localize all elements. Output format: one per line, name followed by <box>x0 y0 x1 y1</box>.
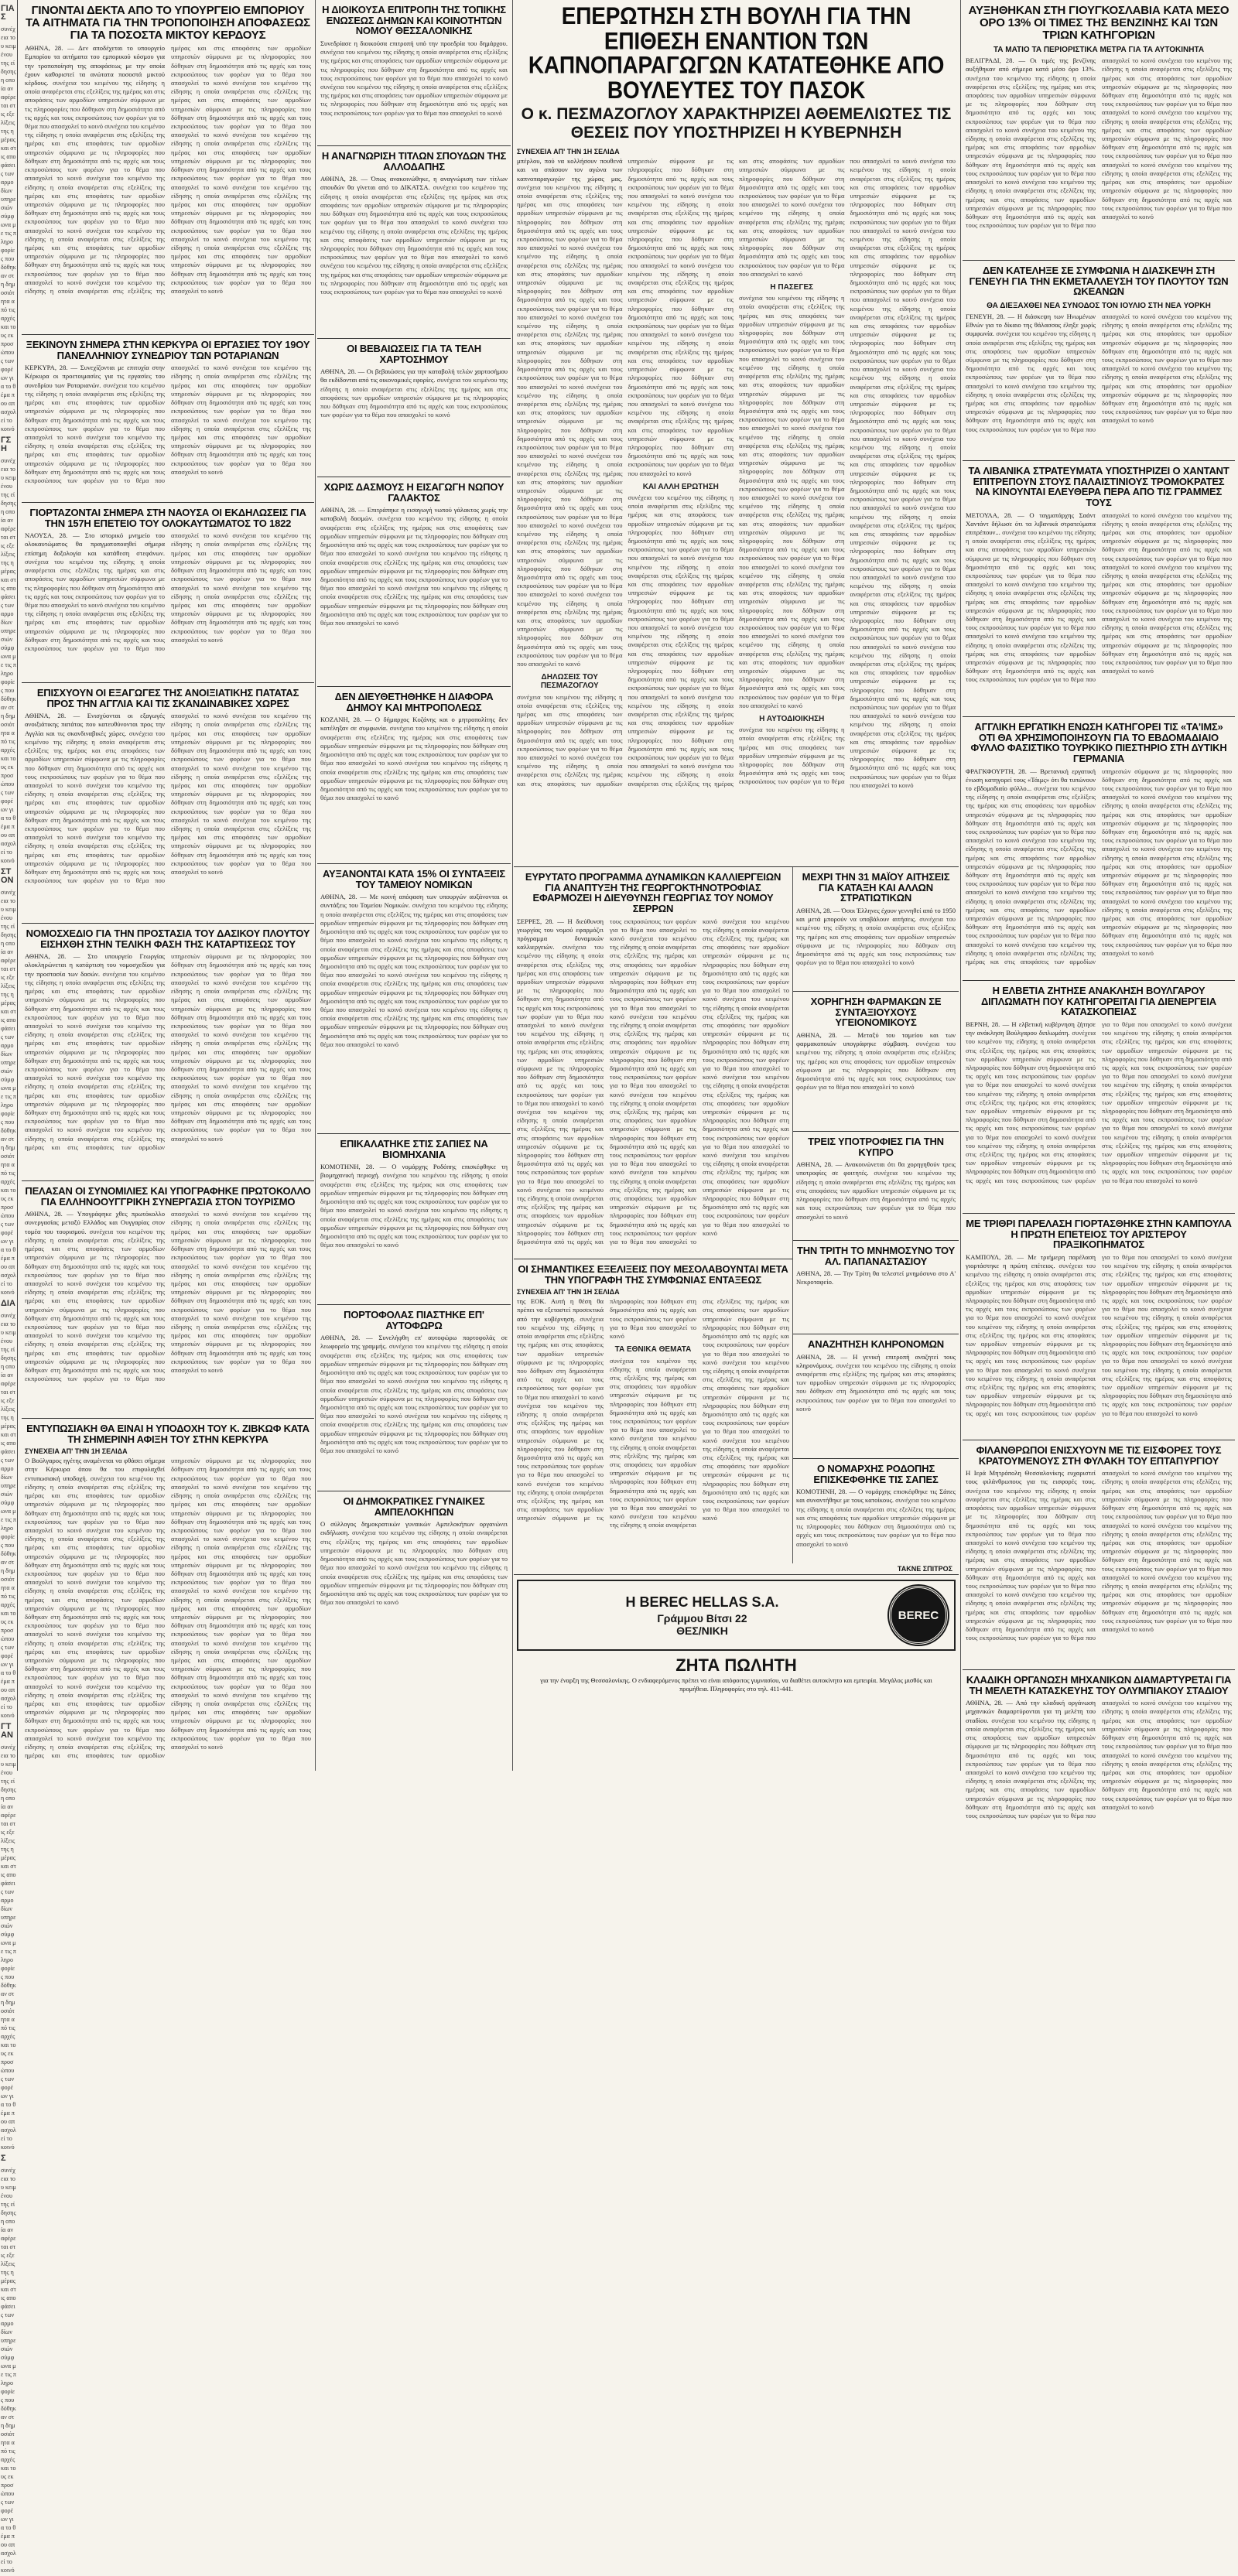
ad-details: για την έναρξη της Θεσσαλονίκης. Ο ενδιαφερόμενος πρέπει να είναι απόφοιτος γυμνασίου, να διαθέτει αυτοκίνητο και εμπειρία. Μεγάλος μισθός και προμήθεια. Πληροφορίες στο τηλ. 411-441. <box>540 1677 932 1693</box>
article-degree-recognition <box>317 146 511 339</box>
article-kabul-parade <box>963 1214 1235 1440</box>
article-body: ΑΘΗΝΑ, 28. — Όσοι Έλληνες έχουν γεννηθεί από το 1950 και μετά μπορούν να υποβάλουν αιτήσεις. συνέχεια του κειμένου της είδησης η οποία αναφέρεται στις εξελίξεις της ημέρας και στις αποφάσεις των αρμοδίων υπηρεσιών σύμφωνα με τις πληροφορίες που δόθηκαν στη δημοσιότητα από τις αρχές και τους εκπροσώπους των φορέων για το θέμα που απασχολεί το κοινό <box>796 906 956 967</box>
section-heading: Η ΠΑΣΕΓΕΣ <box>770 283 814 292</box>
article-forest-bill <box>22 924 314 1181</box>
article-headline: Η ΕΛΒΕΤΙΑ ΖΗΤΗΣΕ ΑΝΑΚΛΗΣΗ ΒΟΥΛΓΑΡΟΥ ΔΙΠΛΩΜΑΤΗ ΠΟΥ ΚΑΤΗΓΟΡΕΙΤΑΙ ΓΙΑ ΔΙΕΝΕΡΓΕΙΑ ΚΑΤΑΣΚΟΠΕΙΑΣ <box>980 985 1217 1018</box>
article-headline: ΜΕ ΤΡΙΘΡΙ ΠΑΡΕΛΑΣΗ ΓΙΟΡΤΑΣΘΗΚΕ ΣΤΗΝ ΚΑΜΠΟΥΛΑ Η ΠΡΩΤΗ ΕΠΕΤΕΙΟΣ ΤΟΥ ΑΡΙΣΤΕΡΟΥ ΠΡΑΞΙΚΟΠΗΜΑΤΟΣ <box>966 1218 1232 1251</box>
article-body: ΒΕΛΙΓΡΑΔΙ, 28. — Οι τιμές της βενζίνης αυξήθηκαν από σήμερα κατά μέσο όρο 13%. συνέχεια του κειμένου της είδησης η οποία αναφέρεται στις εξελίξεις της ημέρας και στις αποφάσεις των αρμοδίων υπηρεσιών σύμφωνα με τις πληροφορίες που δόθηκαν στη δημοσιότητα από τις αρχές και τους εκπροσώπους των φορέων για το θέμα που απασχολεί το κοινό συνέχεια του κειμένου της είδησης η οποία αναφέρεται στις εξελίξεις της ημέρας και στις αποφάσεις των αρμοδίων υπηρεσιών σύμφωνα με τις πληροφορίες που δόθηκαν στη δημοσιότητα από τις αρχές και τους εκπροσώπους των φορέων για το θέμα που απασχολεί το κοινό συνέχεια του κειμένου της είδησης η οποία αναφέρεται στις εξελίξεις της ημέρας και στις αποφάσεις των αρμοδίων υπηρεσιών σύμφωνα με τις πληροφορίες που δόθηκαν στη δημοσιότητα από τις αρχές και τους εκπροσώπους των φορέων για το θέμα που απασχολεί το κοινό συνέχεια του κειμένου της είδησης η οποία αναφέρεται στις εξελίξεις της ημέρας και στις αποφάσεις των αρμοδίων υπηρεσιών σύμφωνα με τις πληροφορίες που δόθηκαν στη δημοσιότητα από τις αρχές και τους εκπροσώπους των φορέων για το θέμα που απασχολεί το κοινό συνέχεια του κειμένου της είδησης η οποία αναφέρεται στις εξελίξεις της ημέρας και στις αποφάσεις των αρμοδίων υπηρεσιών σύμφωνα με τις πληροφορίες που δόθηκαν στη δημοσιότητα από τις αρχές και τους εκπροσώπους των φορέων για το θέμα που απασχολεί το κοινό συνέχεια του κειμένου της είδησης η οποία αναφέρεται στις εξελίξεις της ημέρας και στις αποφάσεις των αρμοδίων υπηρεσιών σύμφωνα με τις πληροφορίες που δόθηκαν στη δημοσιότητα από τις αρχές και τους εκπροσώπους των φορέων για το θέμα που απασχολεί το κοινό <box>966 56 1232 230</box>
article-body: ΚΟΖΑΝΗ, 28. — Ο δήμαρχος Κοζάνης και ο μητροπολίτης δεν κατέληξαν σε συμφωνία. συνέχεια του κειμένου της είδησης η οποία αναφέρεται στις εξελίξεις της ημέρας και στις αποφάσεις των αρμοδίων υπηρεσιών σύμφωνα με τις πληροφορίες που δόθηκαν στη δημοσιότητα από τις αρχές και τους εκπροσώπους των φορέων για το θέμα που απασχολεί το κοινό συνέχεια του κειμένου της είδησης η οποία αναφέρεται στις εξελίξεις της ημέρας και στις αποφάσεις των αρμοδίων υπηρεσιών σύμφωνα με τις πληροφορίες που δόθηκαν στη δημοσιότητα από τις αρχές και τους εκπροσώπους των φορέων για το θέμα που απασχολεί το κοινό <box>320 716 508 802</box>
article-headline: ΑΓΓΛΙΚΗ ΕΡΓΑΤΙΚΗ ΕΝΩΣΗ ΚΑΤΗΓΟΡΕΙ ΤΙΣ «ΤΑ'ΙΜΣ» ΟΤΙ ΘΑ ΧΡΗΣΙΜΟΠΟΙΗΣΟΥΝ ΓΙΑ ΤΟ ΕΒΔΟΜΑΔΙΑΙΟ ΦΥΛΛΟ ΦΑΣΙΣΤΙΚΟ ΤΟΥΡΚΙΚΟ ΠΙΕΣΤΗΡΙΟ ΣΤΗ ΔΥΤΙΚΗ ΓΕΡΜΑΝΙΑ <box>970 721 1227 764</box>
article-yugoslavia-fuel <box>963 0 1235 261</box>
berec-logo: BEREC <box>889 1586 948 1645</box>
article-body: Συνεδρίασε η διοικούσα επιτροπή υπό την προεδρία του δημάρχου. συνέχεια του κειμένου της είδησης η οποία αναφέρεται στις εξελίξεις της ημέρας και στις αποφάσεις των αρμοδίων υπηρεσιών σύμφωνα με τις πληροφορίες που δόθηκαν στη δημοσιότητα από τις αρχές και τους εκπροσώπους των φορέων για το θέμα που απασχολεί το κοινό συνέχεια του κειμένου της είδησης η οποία αναφέρεται στις εξελίξεις της ημέρας και στις αποφάσεις των αρμοδίων υπηρεσιών σύμφωνα με τις πληροφορίες που δόθηκαν στη δημοσιότητα από τις αρχές και τους εκπροσώπους των φορέων για το θέμα που απασχολεί το κοινό <box>320 39 508 117</box>
article-headline: ΞΕΚΙΝΟΥΝ ΣΗΜΕΡΑ ΣΤΗΝ ΚΕΡΚΥΡΑ ΟΙ ΕΡΓΑΣΙΕΣ ΤΟΥ 19ΟΥ ΠΑΝΕΛΛΗΝΙΟΥ ΣΥΝΕΔΡΙΟΥ ΤΩΝ ΡΟΤΑΡΙΑΝΩΝ <box>26 339 310 361</box>
edge-fragment: Σ <box>1 2154 6 2163</box>
article-lebanon-haddad <box>963 461 1235 717</box>
article-headline: ΧΟΡΗΓΗΣΗ ΦΑΡΜΑΚΩΝ ΣΕ ΣΥΝΤΑΞΙΟΥΧΟΥΣ ΥΓΕΙΟΝΟΜΙΚΟΥΣ <box>810 996 942 1029</box>
column-1 <box>22 0 314 1806</box>
article-serres-agriculture <box>514 867 792 1259</box>
article-body: ΑΘΗΝΑ, 28. — Στο υπουργείο Γεωργίας ολοκληρώνεται η κατάρτιση του νομοσχεδίου για την προστασία των δασών. συνέχεια του κειμένου της είδησης η οποία αναφέρεται στις εξελίξεις της ημέρας και στις αποφάσεις των αρμοδίων υπηρεσιών σύμφωνα με τις πληροφορίες που δόθηκαν στη δημοσιότητα από τις αρχές και τους εκπροσώπους των φορέων για το θέμα που απασχολεί το κοινό συνέχεια του κειμένου της είδησης η οποία αναφέρεται στις εξελίξεις της ημέρας και στις αποφάσεις των αρμοδίων υπηρεσιών σύμφωνα με τις πληροφορίες που δόθηκαν στη δημοσιότητα από τις αρχές και τους εκπροσώπους των φορέων για το θέμα που απασχολεί το κοινό συνέχεια του κειμένου της είδησης η οποία αναφέρεται στις εξελίξεις της ημέρας και στις αποφάσεις των αρμοδίων υπηρεσιών σύμφωνα με τις πληροφορίες που δόθηκαν στη δημοσιότητα από τις αρχές και τους εκπροσώπους των φορέων για το θέμα που απασχολεί το κοινό συνέχεια του κειμένου της είδησης η οποία αναφέρεται στις εξελίξεις της ημέρας και στις αποφάσεις των αρμοδίων υπηρεσιών σύμφωνα με τις πληροφορίες που δόθηκαν στη δημοσιότητα από τις αρχές και τους εκπροσώπους των φορέων για το θέμα που απασχολεί το κοινό συνέχεια του κειμένου της είδησης η οποία αναφέρεται στις εξελίξεις της ημέρας και στις αποφάσεις των αρμοδίων υπηρεσιών σύμφωνα με τις πληροφορίες που δόθηκαν στη δημοσιότητα από τις αρχές και τους εκπροσώπους των φορέων για το θέμα που απασχολεί το κοινό συνέχεια του κειμένου της είδησης η οποία αναφέρεται στις εξελίξεις της ημέρας και στις αποφάσεις των αρμοδίων υπηρεσιών σύμφωνα με τις πληροφορίες που δόθηκαν στη δημοσιότητα από τις αρχές και τους εκπροσώπους των φορέων για το θέμα που απασχολεί το κοινό συνέχεια του κειμένου της είδησης η οποία αναφέρεται στις εξελίξεις της ημέρας και στις αποφάσεις των αρμοδίων υπηρεσιών σύμφωνα με τις πληροφορίες που δόθηκαν στη δημοσιότητα από τις αρχές και τους εκπροσώπους των φορέων για το θέμα που απασχολεί το κοινό <box>25 952 311 1151</box>
middle-left-stories <box>514 867 793 1563</box>
edge-fragment: ΓΤΑΝ <box>1 1722 13 1740</box>
article-headline: ΕΠΙΣΧΥΟΥΝ ΟΙ ΕΞΑΓΩΓΕΣ ΤΗΣ ΑΝΟΙΞΙΑΤΙΚΗΣ ΠΑΤΑΤΑΣ ΠΡΟΣ ΤΗΝ ΑΓΓΛΙΑ ΚΑΙ ΤΙΣ ΣΚΑΝΔΙΝΑΒΙΚΕΣ ΧΩΡΕΣ <box>36 687 299 709</box>
article-eec-accession <box>514 1259 792 1569</box>
article-body: ΑΘΗΝΑ, 28. — Οι βεβαιώσεις για την καταβολή τελών χαρτοσήμου θα εκδίδονται από τις οικονομικές εφορίες. συνέχεια του κειμένου της είδησης η οποία αναφέρεται στις εξελίξεις της ημέρας και στις αποφάσεις των αρμοδίων υπηρεσιών σύμφωνα με τις πληροφορίες που δόθηκαν στη δημοσιότητα από τις αρχές και τους εκπροσώπους των φορέων για το θέμα που απασχολεί το κοινό <box>320 367 508 419</box>
article-times-printing <box>963 717 1235 981</box>
lead-article-tobacco <box>514 0 959 867</box>
edge-text: ΓΙΑΣ συνέχεια του κειμένου της είδησης η οποία αναφέρεται στις εξελίξεις της ημέρας και στις αποφάσεις των αρμοδίων υπηρεσιών σύμφωνα με τις πληροφορίες που δόθηκαν στη δημοσιότητα από τις αρχές και τους εκπροσώπους των φορέων για το θέμα που απασχολεί το κοινό ΓΣΗ συνέχεια του κειμένου της είδησης η οποία αναφέρεται στις εξελίξεις της ημέρας και στις αποφάσεις των αρμοδίων υπηρεσιών σύμφωνα με τις πληροφορίες που δόθηκαν στη δημοσιότητα από τις αρχές και τους εκπροσώπους των φορέων για το θέμα που απασχολεί το κοινό ΣΤΟΝ συνέχεια του κειμένου της είδησης η οποία αναφέρεται στις εξελίξεις της ημέρας και στις αποφάσεις των αρμοδίων υπηρεσιών σύμφωνα με τις πληροφορίες που δόθηκαν στη δημοσιότητα από τις αρχές και τους εκπροσώπους των φορέων για το θέμα που απασχολεί το κοινό ΔΙΑ συνέχεια του κειμένου της είδησης η οποία αναφέρεται στις εξελίξεις της ημέρας και στις αποφάσεις των αρμοδίων υπηρεσιών σύμφωνα με τις πληροφορίες που δόθηκαν στη δημοσιότητα από τις αρχές και τους εκπροσώπους των φορέων για το θέμα που απασχολεί το κοινό ΓΤΑΝ συνέχεια του κειμένου της είδησης η οποία αναφέρεται στις εξελίξεις της ημέρας και στις αποφάσεις των αρμοδίων υπηρεσιών σύμφωνα με τις πληροφορίες που δόθηκαν στη δημοσιότητα από τις αρχές και τους εκπροσώπους των φορέων για το θέμα που απασχολεί το κοινό Σ συνέχεια του κειμένου της είδησης η οποία αναφέρεται στις εξελίξεις της ημέρας και στις αποφάσεις των αρμοδίων υπηρεσιών σύμφωνα με τις πληροφορίες που δόθηκαν στη δημοσιότητα από τις αρχές και τους εκπροσώπους των φορέων για το θέμα που απασχολεί το κοινό <box>1 4 16 2574</box>
column-rule <box>960 0 961 1771</box>
article-subheadline: ΘΑ ΔΙΕΞΑΧΘΕΙ ΝΕΑ ΣΥΝΟΔΟΣ ΤΟΝ ΙΟΥΛΙΟ ΣΤΗ ΝΕΑ ΥΟΡΚΗ <box>987 301 1211 310</box>
article-pickpocket <box>317 1305 511 1491</box>
article-zhivkov-visit <box>22 1419 314 1806</box>
edge-fragment: ΔΙΑ <box>1 1299 15 1308</box>
middle-right-stories <box>793 867 959 1563</box>
edge-fragment: ΓΙΑΣ <box>1 4 15 22</box>
article-headline: Η ΔΙΟΙΚΟΥΣΑ ΕΠΙΤΡΟΠΗ ΤΗΣ ΤΟΠΙΚΗΣ ΕΝΩΣΕΩΣ ΔΗΜΩΝ ΚΑΙ ΚΟΙΝΟΤΗΤΩΝ ΝΟΜΟΥ ΘΕΣΣΑΛΟΝΙΚΗΣ <box>322 4 506 37</box>
article-olympic-stadium <box>963 1670 1235 1833</box>
edge-fragment: ΣΤΟΝ <box>1 867 14 885</box>
article-headline: ΚΛΑΔΙΚΗ ΟΡΓΑΝΩΣΗ ΜΗΧΑΝΙΚΩΝ ΔΙΑΜΑΡΤΥΡΕΤΑΙ ΓΙΑ ΤΗ ΜΕΛΕΤΗ ΚΑΤΑΣΚΕΥΗΣ ΤΟΥ ΟΛΥΜΠΙΑΚΟΥ ΣΤΑΔΙΟΥ <box>966 1674 1232 1696</box>
article-body: ΑΘΗΝΑ, 28. — Ενισχύονται οι εξαγωγές ανοιξιάτικης πατάτας που κατευθύνονται προς την Αγγλία και τις σκανδιναβικές χώρες. συνέχεια του κειμένου της είδησης η οποία αναφέρεται στις εξελίξεις της ημέρας και στις αποφάσεις των αρμοδίων υπηρεσιών σύμφωνα με τις πληροφορίες που δόθηκαν στη δημοσιότητα από τις αρχές και τους εκπροσώπους των φορέων για το θέμα που απασχολεί το κοινό συνέχεια του κειμένου της είδησης η οποία αναφέρεται στις εξελίξεις της ημέρας και στις αποφάσεις των αρμοδίων υπηρεσιών σύμφωνα με τις πληροφορίες που δόθηκαν στη δημοσιότητα από τις αρχές και τους εκπροσώπους των φορέων για το θέμα που απασχολεί το κοινό συνέχεια του κειμένου της είδησης η οποία αναφέρεται στις εξελίξεις της ημέρας και στις αποφάσεις των αρμοδίων υπηρεσιών σύμφωνα με τις πληροφορίες που δόθηκαν στη δημοσιότητα από τις αρχές και τους εκπροσώπους των φορέων για το θέμα που απασχολεί το κοινό συνέχεια του κειμένου της είδησης η οποία αναφέρεται στις εξελίξεις της ημέρας και στις αποφάσεις των αρμοδίων υπηρεσιών σύμφωνα με τις πληροφορίες που δόθηκαν στη δημοσιότητα από τις αρχές και τους εκπροσώπους των φορέων για το θέμα που απασχολεί το κοινό συνέχεια του κειμένου της είδησης η οποία αναφέρεται στις εξελίξεις της ημέρας και στις αποφάσεις των αρμοδίων υπηρεσιών σύμφωνα με τις πληροφορίες που δόθηκαν στη δημοσιότητα από τις αρχές και τους εκπροσώπους των φορέων για το θέμα που απασχολεί το κοινό συνέχεια του κειμένου της είδησης η οποία αναφέρεται στις εξελίξεις της ημέρας και στις αποφάσεις των αρμοδίων υπηρεσιών σύμφωνα με τις πληροφορίες που δόθηκαν στη δημοσιότητα από τις αρχές και τους εκπροσώπους των φορέων για το θέμα που απασχολεί το κοινό <box>25 712 311 885</box>
article-body: ΚΕΡΚΥΡΑ, 28. — Συνεχίζονται με επιτυχία στην Κέρκυρα οι προετοιμασίες για τις εργασίες του συνεδρίου των Ροταριανών. συνέχεια του κειμένου της είδησης η οποία αναφέρεται στις εξελίξεις της ημέρας και στις αποφάσεις των αρμοδίων υπηρεσιών σύμφωνα με τις πληροφορίες που δόθηκαν στη δημοσιότητα από τις αρχές και τους εκπροσώπους των φορέων για το θέμα που απασχολεί το κοινό συνέχεια του κειμένου της είδησης η οποία αναφέρεται στις εξελίξεις της ημέρας και στις αποφάσεις των αρμοδίων υπηρεσιών σύμφωνα με τις πληροφορίες που δόθηκαν στη δημοσιότητα από τις αρχές και τους εκπροσώπους των φορέων για το θέμα που απασχολεί το κοινό συνέχεια του κειμένου της είδησης η οποία αναφέρεται στις εξελίξεις της ημέρας και στις αποφάσεις των αρμοδίων υπηρεσιών σύμφωνα με τις πληροφορίες που δόθηκαν στη δημοσιότητα από τις αρχές και τους εκπροσώπους των φορέων για το θέμα που απασχολεί το κοινό συνέχεια του κειμένου της είδησης η οποία αναφέρεται στις εξελίξεις της ημέρας και στις αποφάσεις των αρμοδίων υπηρεσιών σύμφωνα με τις πληροφορίες που δόθηκαν στη δημοσιότητα από τις αρχές και τους εκπροσώπους των φορέων για το θέμα που απασχολεί το κοινό <box>25 364 311 484</box>
ad-company-name: Η BEREC HELLAS S.A. <box>625 1594 779 1610</box>
article-headline: ΑΥΞΑΝΟΝΤΑΙ ΚΑΤΑ 15% ΟΙ ΣΥΝΤΑΞΕΙΣ ΤΟΥ ΤΑΜΕΙΟΥ ΝΟΜΙΚΩΝ <box>322 868 506 890</box>
continuation-label: ΣΥΝΕΧΕΙΑ ΑΠ' ΤΗΝ 1Η ΣΕΛΙΔΑ <box>25 1447 128 1456</box>
article-headline: Ο ΝΟΜΑΡΧΗΣ ΡΟΔΟΠΗΣ ΕΠΙΣΚΕΦΘΗΚΕ ΤΙΣ ΣΑΠΕΣ <box>813 1463 939 1485</box>
article-body: ΦΡΑΓΚΦΟΥΡΤΗ, 28. — Βρετανική εργατική ένωση κατηγορεί τους «Τάιμς» ότι θα τυπώνουν το εβδομαδιαίο φύλλο... συνέχεια του κειμένου της είδησης η οποία αναφέρεται στις εξελίξεις της ημέρας και στις αποφάσεις των αρμοδίων υπηρεσιών σύμφωνα με τις πληροφορίες που δόθηκαν στη δημοσιότητα από τις αρχές και τους εκπροσώπους των φορέων για το θέμα που απασχολεί το κοινό συνέχεια του κειμένου της είδησης η οποία αναφέρεται στις εξελίξεις της ημέρας και στις αποφάσεις των αρμοδίων υπηρεσιών σύμφωνα με τις πληροφορίες που δόθηκαν στη δημοσιότητα από τις αρχές και τους εκπροσώπους των φορέων για το θέμα που απασχολεί το κοινό συνέχεια του κειμένου της είδησης η οποία αναφέρεται στις εξελίξεις της ημέρας και στις αποφάσεις των αρμοδίων υπηρεσιών σύμφωνα με τις πληροφορίες που δόθηκαν στη δημοσιότητα από τις αρχές και τους εκπροσώπους των φορέων για το θέμα που απασχολεί το κοινό συνέχεια του κειμένου της είδησης η οποία αναφέρεται στις εξελίξεις της ημέρας και στις αποφάσεις των αρμοδίων υπηρεσιών σύμφωνα με τις πληροφορίες που δόθηκαν στη δημοσιότητα από τις αρχές και τους εκπροσώπους των φορέων για το θέμα που απασχολεί το κοινό συνέχεια του κειμένου της είδησης η οποία αναφέρεται στις εξελίξεις της ημέρας και στις αποφάσεις των αρμοδίων υπηρεσιών σύμφωνα με τις πληροφορίες που δόθηκαν στη δημοσιότητα από τις αρχές και τους εκπροσώπους των φορέων για το θέμα που απασχολεί το κοινό συνέχεια του κειμένου της είδησης η οποία αναφέρεται στις εξελίξεις της ημέρας και στις αποφάσεις των αρμοδίων υπηρεσιών σύμφωνα με τις πληροφορίες που δόθηκαν στη δημοσιότητα από τις αρχές και τους εκπροσώπους των φορέων για το θέμα που απασχολεί το κοινό συνέχεια του κειμένου της είδησης η οποία αναφέρεται στις εξελίξεις της ημέρας και στις αποφάσεις των αρμοδίων υπηρεσιών σύμφωνα με τις πληροφορίες που δόθηκαν στη δημοσιότητα από τις αρχές και τους εκπροσώπους των φορέων για το θέμα που απασχολεί το κοινό <box>966 767 1232 966</box>
ad-address: Γράμμου Βίτσι 22 <box>657 1611 747 1625</box>
article-headline: ΓΙΝΟΝΤΑΙ ΔΕΚΤΑ ΑΠΟ ΤΟ ΥΠΟΥΡΓΕΙΟ ΕΜΠΟΡΙΟΥ ΤΑ ΑΙΤΗΜΑΤΑ ΓΙΑ ΤΗΝ ΤΡΟΠΟΠΟΙΗΣΗ ΑΠΟΦΑΣΕΩΣ ΓΙΑ ΤΑ ΠΟΣΟΣΤΑ ΜΙΚΤΟΥ ΚΕΡΔΟΥΣ <box>26 4 310 42</box>
article-body: Ο Βούλγαρος ηγέτης αναμένεται να φθάσει σήμερα στην Κέρκυρα όπου θα του επιφυλαχθεί εντυπωσιακή υποδοχή. συνέχεια του κειμένου της είδησης η οποία αναφέρεται στις εξελίξεις της ημέρας και στις αποφάσεις των αρμοδίων υπηρεσιών σύμφωνα με τις πληροφορίες που δόθηκαν στη δημοσιότητα από τις αρχές και τους εκπροσώπους των φορέων για το θέμα που απασχολεί το κοινό συνέχεια του κειμένου της είδησης η οποία αναφέρεται στις εξελίξεις της ημέρας και στις αποφάσεις των αρμοδίων υπηρεσιών σύμφωνα με τις πληροφορίες που δόθηκαν στη δημοσιότητα από τις αρχές και τους εκπροσώπους των φορέων για το θέμα που απασχολεί το κοινό συνέχεια του κειμένου της είδησης η οποία αναφέρεται στις εξελίξεις της ημέρας και στις αποφάσεις των αρμοδίων υπηρεσιών σύμφωνα με τις πληροφορίες που δόθηκαν στη δημοσιότητα από τις αρχές και τους εκπροσώπους των φορέων για το θέμα που απασχολεί το κοινό συνέχεια του κειμένου της είδησης η οποία αναφέρεται στις εξελίξεις της ημέρας και στις αποφάσεις των αρμοδίων υπηρεσιών σύμφωνα με τις πληροφορίες που δόθηκαν στη δημοσιότητα από τις αρχές και τους εκπροσώπους των φορέων για το θέμα που απασχολεί το κοινό συνέχεια του κειμένου της είδησης η οποία αναφέρεται στις εξελίξεις της ημέρας και στις αποφάσεις των αρμοδίων υπηρεσιών σύμφωνα με τις πληροφορίες που δόθηκαν στη δημοσιότητα από τις αρχές και τους εκπροσώπους των φορέων για το θέμα που απασχολεί το κοινό συνέχεια του κειμένου της είδησης η οποία αναφέρεται στις εξελίξεις της ημέρας και στις αποφάσεις των αρμοδίων υπηρεσιών σύμφωνα με τις πληροφορίες που δόθηκαν στη δημοσιότητα από τις αρχές και τους εκπροσώπους των φορέων για το θέμα που απασχολεί το κοινό συνέχεια του κειμένου της είδησης η οποία αναφέρεται στις εξελίξεις της ημέρας και στις αποφάσεις των αρμοδίων υπηρεσιών σύμφωνα με τις πληροφορίες που δόθηκαν στη δημοσιότητα από τις αρχές και τους εκπροσώπους των φορέων για το θέμα που απασχολεί το κοινό συνέχεια του κειμένου της είδησης η οποία αναφέρεται στις εξελίξεις της ημέρας και στις αποφάσεις των αρμοδίων υπηρεσιών σύμφωνα με τις πληροφορίες που δόθηκαν στη δημοσιότητα από τις αρχές και τους εκπροσώπους των φορέων για το θέμα που απασχολεί το κοινό συνέχεια του κειμένου της είδησης η οποία αναφέρεται στις εξελίξεις της ημέρας και στις αποφάσεις των αρμοδίων υπηρεσιών σύμφωνα με τις πληροφορίες που δόθηκαν στη δημοσιότητα από τις αρχές και τους εκπροσώπους των φορέων για το θέμα που απασχολεί το κοινό συνέχεια του κειμένου της είδησης η οποία αναφέρεται στις εξελίξεις της ημέρας και στις αποφάσεις των αρμοδίων υπηρεσιών σύμφωνα με τις πληροφορίες που δόθηκαν στη δημοσιότητα από τις αρχές και τους εκπροσώπους των φορέων για το θέμα που απασχολεί το κοινό συνέχεια του κειμένου της είδησης η οποία αναφέρεται στις εξελίξεις της ημέρας και στις αποφάσεις των αρμοδίων υπηρεσιών σύμφωνα με τις πληροφορίες που δόθηκαν στη δημοσιότητα από τις αρχές και τους εκπροσώπους των φορέων για το θέμα που απασχολεί το κοινό <box>25 1457 311 1760</box>
article-headline: ΔΕΝ ΔΙΕΥΘΕΤΗΘΗΚΕ Η ΔΙΑΦΟΡΑ ΔΗΜΟΥ ΚΑΙ ΜΗΤΡΟΠΟΛΕΩΣ <box>334 691 494 713</box>
article-body: ΚΟΜΟΤΗΝΗ, 28. — Ο νομάρχης επισκέφθηκε τις Σάπες και συναντήθηκε με τους κατοίκους. συνέχεια του κειμένου της είδησης η οποία αναφέρεται στις εξελίξεις της ημέρας και στις αποφάσεις των αρμοδίων υπηρεσιών σύμφωνα με τις πληροφορίες που δόθηκαν στη δημοσιότητα από τις αρχές και τους εκπροσώπους των φορέων για το θέμα που απασχολεί το κοινό <box>796 1488 956 1548</box>
article-headline: ΑΝΑΖΗΤΗΣΗ ΚΛΗΡΟΝΟΜΩΝ <box>808 1338 944 1350</box>
column-rule <box>315 0 316 1771</box>
article-headline: ΔΕΝ ΚΑΤΕΛΗΞΕ ΣΕ ΣΥΜΦΩΝΙΑ Η ΔΙΑΣΚΕΨΗ ΣΤΗ ΓΕΝΕΥΗ ΓΙΑ ΤΗΝ ΕΚΜΕΤΑΛΛΕΥΣΗ ΤΟΥ ΠΛΟΥΤΟΥ ΤΩΝ ΩΚΕΑΝΩΝ <box>969 265 1229 298</box>
article-rotary-congress <box>22 335 314 503</box>
article-headline: ΟΙ ΣΗΜΑΝΤΙΚΕΣ ΕΞΕΛΙΞΕΙΣ ΠΟΥ ΜΕΣΟΛΑΒΟΥΝΤΑΙ ΜΕΤΑ ΤΗΝ ΥΠΟΓΡΑΦΗ ΤΗΣ ΣΥΜΦΩΝΙΑΣ ΕΝΤΑΞΕΩΣ <box>518 1263 788 1286</box>
article-body: ΑΘΗΝΑ, 28. — Με κοινή απόφαση των υπουργών αυξάνονται οι συντάξεις του Ταμείου Νομικών. συνέχεια του κειμένου της είδησης η οποία αναφέρεται στις εξελίξεις της ημέρας και στις αποφάσεις των αρμοδίων υπηρεσιών σύμφωνα με τις πληροφορίες που δόθηκαν στη δημοσιότητα από τις αρχές και τους εκπροσώπους των φορέων για το θέμα που απασχολεί το κοινό συνέχεια του κειμένου της είδησης η οποία αναφέρεται στις εξελίξεις της ημέρας και στις αποφάσεις των αρμοδίων υπηρεσιών σύμφωνα με τις πληροφορίες που δόθηκαν στη δημοσιότητα από τις αρχές και τους εκπροσώπους των φορέων για το θέμα που απασχολεί το κοινό συνέχεια του κειμένου της είδησης η οποία αναφέρεται στις εξελίξεις της ημέρας και στις αποφάσεις των αρμοδίων υπηρεσιών σύμφωνα με τις πληροφορίες που δόθηκαν στη δημοσιότητα από τις αρχές και τους εκπροσώπους των φορέων για το θέμα που απασχολεί το κοινό συνέχεια του κειμένου της είδησης η οποία αναφέρεται στις εξελίξεις της ημέρας και στις αποφάσεις των αρμοδίων υπηρεσιών σύμφωνα με τις πληροφορίες που δόθηκαν στη δημοσιότητα από τις αρχές και τους εκπροσώπους των φορέων για το θέμα που απασχολεί το κοινό <box>320 893 508 1048</box>
article-headline: ΕΥΡΥΤΑΤΟ ΠΡΟΓΡΑΜΜΑ ΔΥΝΑΜΙΚΩΝ ΚΑΛΛΙΕΡΓΕΙΩΝ ΓΙΑ ΑΝΑΠΤΥΞΗ ΤΗΣ ΓΕΩΡΓΟΚΤΗΝΟΤΡΟΦΙΑΣ ΕΦΑΡΜΟΖΕΙ Η ΔΙΕΥΘΥΝΣΗ ΓΕΩΡΓΙΑΣ ΤΟΥ ΝΟΜΟΥ ΣΕΡΡΩΝ <box>525 871 781 914</box>
article-milk-import <box>317 477 511 687</box>
agency-credit: ΤΑΚΝΕ ΣΠΙΤΡΟΣ <box>897 1565 952 1573</box>
article-memorial <box>793 1241 959 1334</box>
article-sapes-industry <box>317 1134 511 1305</box>
column-rule <box>512 0 513 1771</box>
article-body: ΑΘΗΝΑ, 28. — Ανακοινώνεται ότι θα χορηγηθούν τρεις υποτροφίες σε φοιτητές. συνέχεια του κειμένου της είδησης η οποία αναφέρεται στις εξελίξεις της ημέρας και στις αποφάσεις των αρμοδίων υπηρεσιών σύμφωνα με τις πληροφορίες που δόθηκαν στη δημοσιότητα από τις αρχές και τους εκπροσώπους των φορέων για το θέμα που απασχολεί το κοινό <box>796 1160 956 1221</box>
article-body: ΑΘΗΝΑ, 28. — Όπως ανακοινώθηκε, η αναγνώριση των τίτλων σπουδών θα γίνεται από το ΔΙΚΑΤΣΑ. συνέχεια του κειμένου της είδησης η οποία αναφέρεται στις εξελίξεις της ημέρας και στις αποφάσεις των αρμοδίων υπηρεσιών σύμφωνα με τις πληροφορίες που δόθηκαν στη δημοσιότητα από τις αρχές και τους εκπροσώπους των φορέων για το θέμα που απασχολεί το κοινό συνέχεια του κειμένου της είδησης η οποία αναφέρεται στις εξελίξεις της ημέρας και στις αποφάσεις των αρμοδίων υπηρεσιών σύμφωνα με τις πληροφορίες που δόθηκαν στη δημοσιότητα από τις αρχές και τους εκπροσώπους των φορέων για το θέμα που απασχολεί το κοινό συνέχεια του κειμένου της είδησης η οποία αναφέρεται στις εξελίξεις της ημέρας και στις αποφάσεις των αρμοδίων υπηρεσιών σύμφωνα με τις πληροφορίες που δόθηκαν στη δημοσιότητα από τις αρχές και τους εκπροσώπους των φορέων για το θέμα που απασχολεί το κοινό <box>320 175 508 296</box>
continuation-label: ΣΥΝΕΧΕΙΑ ΑΠ' ΤΗΝ 1Η ΣΕΛΙΔΑ <box>517 1288 620 1297</box>
advertisement-berec <box>514 1574 959 1696</box>
article-medicine-pensioners <box>793 992 959 1132</box>
ad-call-to-action: ΖΗΤΑ ΠΩΛΗΤΗ <box>675 1655 797 1675</box>
ad-company-block <box>525 1594 880 1637</box>
article-body: ΚΟΜΟΤΗΝΗ, 28. — Ο νομάρχης Ροδόπης επισκέφθηκε τη βιομηχανική περιοχή. συνέχεια του κειμένου της είδησης η οποία αναφέρεται στις εξελίξεις της ημέρας και στις αποφάσεις των αρμοδίων υπηρεσιών σύμφωνα με τις πληροφορίες που δόθηκαν στη δημοσιότητα από τις αρχές και τους εκπροσώπους των φορέων για το θέμα που απασχολεί το κοινό συνέχεια του κειμένου της είδησης η οποία αναφέρεται στις εξελίξεις της ημέρας και στις αποφάσεις των αρμοδίων υπηρεσιών σύμφωνα με τις πληροφορίες που δόθηκαν στη δημοσιότητα από τις αρχές και τους εκπροσώπους των φορέων για το θέμα που απασχολεί το κοινό <box>320 1163 508 1249</box>
article-body: μπέρλου, πού να κολλήσουν πουθενά και να σπάσουν τον αγώνα των καπνοπαραγωγών της χώρας μας. συνέχεια του κειμένου της είδησης η οποία αναφέρεται στις εξελίξεις της ημέρας και στις αποφάσεις των αρμοδίων υπηρεσιών σύμφωνα με τις πληροφορίες που δόθηκαν στη δημοσιότητα από τις αρχές και τους εκπροσώπους των φορέων για το θέμα που απασχολεί το κοινό συνέχεια του κειμένου της είδησης η οποία αναφέρεται στις εξελίξεις της ημέρας και στις αποφάσεις των αρμοδίων υπηρεσιών σύμφωνα με τις πληροφορίες που δόθηκαν στη δημοσιότητα από τις αρχές και τους εκπροσώπους των φορέων για το θέμα που απασχολεί το κοινό συνέχεια του κειμένου της είδησης η οποία αναφέρεται στις εξελίξεις της ημέρας και στις αποφάσεις των αρμοδίων υπηρεσιών σύμφωνα με τις πληροφορίες που δόθηκαν στη δημοσιότητα από τις αρχές και τους εκπροσώπους των φορέων για το θέμα που απασχολεί το κοινό συνέχεια του κειμένου της είδησης η οποία αναφέρεται στις εξελίξεις της ημέρας και στις αποφάσεις των αρμοδίων υπηρεσιών σύμφωνα με τις πληροφορίες που δόθηκαν στη δημοσιότητα από τις αρχές και τους εκπροσώπους των φορέων για το θέμα που απασχολεί το κοινό συνέχεια του κειμένου της είδησης η οποία αναφέρεται στις εξελίξεις της ημέρας και στις αποφάσεις των αρμοδίων υπηρεσιών σύμφωνα με τις πληροφορίες που δόθηκαν στη δημοσιότητα από τις αρχές και τους εκπροσώπους των φορέων για το θέμα που απασχολεί το κοινό συνέχεια του κειμένου της είδησης η οποία αναφέρεται στις εξελίξεις της ημέρας και στις αποφάσεις των αρμοδίων υπηρεσιών σύμφωνα με τις πληροφορίες που δόθηκαν στη δημοσιότητα από τις αρχές και τους εκπροσώπους των φορέων για το θέμα που απασχολεί το κοινό συνέχεια του κειμένου της είδησης η οποία αναφέρεται στις εξελίξεις της ημέρας και στις αποφάσεις των αρμοδίων υπηρεσιών σύμφωνα με τις πληροφορίες που δόθηκαν στη δημοσιότητα από τις αρχές και τους εκπροσώπους των φορέων για το θέμα που απασχολεί το κοινό ΔΗΛΩΣΕΙΣ ΤΟΥ ΠΕΣΜΑΖΟΓΛΟΥ συνέχεια του κειμένου της είδησης η οποία αναφέρεται στις εξελίξεις της ημέρας και στις αποφάσεις των αρμοδίων υπηρεσιών σύμφωνα με τις πληροφορίες που δόθηκαν στη δημοσιότητα από τις αρχές και τους εκπροσώπους των φορέων για το θέμα που απασχολεί το κοινό συνέχεια του κειμένου της είδησης η οποία αναφέρεται στις εξελίξεις της ημέρας και στις αποφάσεις των αρμοδίων υπηρεσιών σύμφωνα με τις πληροφορίες που δόθηκαν στη δημοσιότητα από τις αρχές και τους εκπροσώπους των φορέων για το θέμα που απασχολεί το κοινό συνέχεια του κειμένου της είδησης η οποία αναφέρεται στις εξελίξεις της ημέρας και στις αποφάσεις των αρμοδίων υπηρεσιών σύμφωνα με τις πληροφορίες που δόθηκαν στη δημοσιότητα από τις αρχές και τους εκπροσώπους των φορέων για το θέμα που απασχολεί το κοινό συνέχεια του κειμένου της είδησης η οποία αναφέρεται στις εξελίξεις της ημέρας και στις αποφάσεις των αρμοδίων υπηρεσιών σύμφωνα με τις πληροφορίες που δόθηκαν στη δημοσιότητα από τις αρχές και τους εκπροσώπους των φορέων για το θέμα που απασχολεί το κοινό συνέχεια του κειμένου της είδησης η οποία αναφέρεται στις εξελίξεις της ημέρας και στις αποφάσεις των αρμοδίων υπηρεσιών σύμφωνα με τις πληροφορίες που δόθηκαν στη δημοσιότητα από τις αρχές και τους εκπροσώπους των φορέων για το θέμα που απασχολεί το κοινό συνέχεια του κειμένου της είδησης η οποία αναφέρεται στις εξελίξεις της ημέρας και στις αποφάσεις των αρμοδίων υπηρεσιών σύμφωνα με τις πληροφορίες που δόθηκαν στη δημοσιότητα από τις αρχές και τους εκπροσώπους των φορέων για το θέμα που απασχολεί το κοινό ΚΑΙ ΑΛΛΗ ΕΡΩΤΗΣΗ συνέχεια του κειμένου της είδησης η οποία αναφέρεται στις εξελίξεις της ημέρας και στις αποφάσεις των αρμοδίων υπηρεσιών σύμφωνα με τις πληροφορίες που δόθηκαν στη δημοσιότητα από τις αρχές και τους εκπροσώπους των φορέων για το θέμα που απασχολεί το κοινό συνέχεια του κειμένου της είδησης η οποία αναφέρεται στις εξελίξεις της ημέρας και στις αποφάσεις των αρμοδίων υπηρεσιών σύμφωνα με τις πληροφορίες που δόθηκαν στη δημοσιότητα από τις αρχές και τους εκπροσώπους των φορέων για το θέμα που απασχολεί το κοινό συνέχεια του κειμένου της είδησης η οποία αναφέρεται στις εξελίξεις της ημέρας και στις αποφάσεις των αρμοδίων υπηρεσιών σύμφωνα με τις πληροφορίες που δόθηκαν στη δημοσιότητα από τις αρχές και τους εκπροσώπους των φορέων για το θέμα που απασχολεί το κοινό συνέχεια του κειμένου της είδησης η οποία αναφέρεται στις εξελίξεις της ημέρας και στις αποφάσεις των αρμοδίων υπηρεσιών σύμφωνα με τις πληροφορίες που δόθηκαν στη δημοσιότητα από τις αρχές και τους εκπροσώπους των φορέων για το θέμα που απασχολεί το κοινό συνέχεια του κειμένου της είδησης η οποία αναφέρεται στις εξελίξεις της ημέρας και στις αποφάσεις των αρμοδίων υπηρεσιών σύμφωνα με τις πληροφορίες που δόθηκαν στη δημοσιότητα από τις αρχές και τους εκπροσώπους των φορέων για το θέμα που απασχολεί το κοινό συνέχεια του κειμένου της είδησης η οποία αναφέρεται στις εξελίξεις της ημέρας και στις αποφάσεις των αρμοδίων υπηρεσιών σύμφωνα με τις πληροφορίες που δόθηκαν στη δημοσιότητα από τις αρχές και τους εκπροσώπους των φορέων για το θέμα που απασχολεί το κοινό Η ΠΑΣΕΓΕΣ συνέχεια του κειμένου της είδησης η οποία αναφέρεται στις εξελίξεις της ημέρας και στις αποφάσεις των αρμοδίων υπηρεσιών σύμφωνα με τις πληροφορίες που δόθηκαν στη δημοσιότητα από τις αρχές και τους εκπροσώπους των φορέων για το θέμα που απασχολεί το κοινό συνέχεια του κειμένου της είδησης η οποία αναφέρεται στις εξελίξεις της ημέρας και στις αποφάσεις των αρμοδίων υπηρεσιών σύμφωνα με τις πληροφορίες που δόθηκαν στη δημοσιότητα από τις αρχές και τους εκπροσώπους των φορέων για το θέμα που απασχολεί το κοινό συνέχεια του κειμένου της είδησης η οποία αναφέρεται στις εξελίξεις της ημέρας και στις αποφάσεις των αρμοδίων υπηρεσιών σύμφωνα με τις πληροφορίες που δόθηκαν στη δημοσιότητα από τις αρχές και τους εκπροσώπους των φορέων για το θέμα που απασχολεί το κοινό συνέχεια του κειμένου της είδησης η οποία αναφέρεται στις εξελίξεις της ημέρας και στις αποφάσεις των αρμοδίων υπηρεσιών σύμφωνα με τις πληροφορίες που δόθηκαν στη δημοσιότητα από τις αρχές και τους εκπροσώπους των φορέων για το θέμα που απασχολεί το κοινό συνέχεια του κειμένου της είδησης η οποία αναφέρεται στις εξελίξεις της ημέρας και στις αποφάσεις των αρμοδίων υπηρεσιών σύμφωνα με τις πληροφορίες που δόθηκαν στη δημοσιότητα από τις αρχές και τους εκπροσώπους των φορέων για το θέμα που απασχολεί το κοινό συνέχεια του κειμένου της είδησης η οποία αναφέρεται στις εξελίξεις της ημέρας και στις αποφάσεις των αρμοδίων υπηρεσιών σύμφωνα με τις πληροφορίες που δόθηκαν στη δημοσιότητα από τις αρχές και τους εκπροσώπους των φορέων για το θέμα που απασχολεί το κοινό Η ΑΥΤΟΔΙΟΙΚΗΣΗ συνέχεια του κειμένου της είδησης η οποία αναφέρεται στις εξελίξεις της ημέρας και στις αποφάσεις των αρμοδίων υπηρεσιών σύμφωνα με τις πληροφορίες που δόθηκαν στη δημοσιότητα από τις αρχές και τους εκπροσώπους των φορέων για το θέμα που απασχολεί το κοινό συνέχεια του κειμένου της είδησης η οποία αναφέρεται στις εξελίξεις της ημέρας και στις αποφάσεις των αρμοδίων υπηρεσιών σύμφωνα με τις πληροφορίες που δόθηκαν στη δημοσιότητα από τις αρχές και τους εκπροσώπους των φορέων για το θέμα που απασχολεί το κοινό συνέχεια του κειμένου της είδησης η οποία αναφέρεται στις εξελίξεις της ημέρας και στις αποφάσεις των αρμοδίων υπηρεσιών σύμφωνα με τις πληροφορίες που δόθηκαν στη δημοσιότητα από τις αρχές και τους εκπροσώπους των φορέων για το θέμα που απασχολεί το κοινό συνέχεια του κειμένου της είδησης η οποία αναφέρεται στις εξελίξεις της ημέρας και στις αποφάσεις των αρμοδίων υπηρεσιών σύμφωνα με τις πληροφορίες που δόθηκαν στη δημοσιότητα από τις αρχές και τους εκπροσώπους των φορέων για το θέμα που απασχολεί το κοινό συνέχεια του κειμένου της είδησης η οποία αναφέρεται στις εξελίξεις της ημέρας και στις αποφάσεις των αρμοδίων υπηρεσιών σύμφωνα με τις πληροφορίες που δόθηκαν στη δημοσιότητα από τις αρχές και τους εκπροσώπους των φορέων για το θέμα που απασχολεί το κοινό συνέχεια του κειμένου της είδησης η οποία αναφέρεται στις εξελίξεις της ημέρας και στις αποφάσεις των αρμοδίων υπηρεσιών σύμφωνα με τις πληροφορίες που δόθηκαν στη δημοσιότητα από τις αρχές και τους εκπροσώπους των φορέων για το θέμα που απασχολεί το κοινό συνέχεια του κειμένου της είδησης η οποία αναφέρεται στις εξελίξεις της ημέρας και στις αποφάσεις των αρμοδίων υπηρεσιών σύμφωνα με τις πληροφορίες που δόθηκαν στη δημοσιότητα από τις αρχές και τους εκπροσώπους των φορέων για το θέμα που απασχολεί το κοινό συνέχεια του κειμένου της είδησης η οποία αναφέρεται στις εξελίξεις της ημέρας και στις αποφάσεις των αρμοδίων υπηρεσιών σύμφωνα με τις πληροφορίες που δόθηκαν στη δημοσιότητα από τις αρχές και τους εκπροσώπους των φορέων για το θέμα που απασχολεί το κοινό συνέχεια του κειμένου της είδησης η οποία αναφέρεται στις εξελίξεις της ημέρας και στις αποφάσεις των αρμοδίων υπηρεσιών σύμφωνα με τις πληροφορίες που δόθηκαν στη δημοσιότητα από τις αρχές και τους εκπροσώπους των φορέων για το θέμα που απασχολεί το κοινό συνέχεια του κειμένου της είδησης η οποία αναφέρεται στις εξελίξεις της ημέρας και στις αποφάσεις των αρμοδίων υπηρεσιών σύμφωνα με τις πληροφορίες που δόθηκαν στη δημοσιότητα από τις αρχές και τους εκπροσώπους των φορέων για το θέμα που απασχολεί το κοινό <box>517 157 956 789</box>
article-headline: ΑΥΞΗΘΗΚΑΝ ΣΤΗ ΓΙΟΥΓΚΟΣΛΑΒΙΑ ΚΑΤΑ ΜΕΣΟ ΟΡΟ 13% ΟΙ ΤΙΜΕΣ ΤΗΣ ΒΕΝΖΙΝΗΣ ΚΑΙ ΤΩΝ ΤΡΙΩΝ ΚΑΤΗΓΟΡΙΩΝ <box>968 4 1229 42</box>
article-headline: ΧΩΡΙΣ ΔΑΣΜΟΥΣ Η ΕΙΣΑΓΩΓΗ ΝΩΠΟΥ ΓΑΛΑΚΤΟΣ <box>323 481 504 504</box>
article-municipality-dispute <box>317 687 511 864</box>
article-body: ΑΘΗΝΑ, 28. — Η γενική επιτροπή αναζητεί τους κληρονόμους. συνέχεια του κειμένου της είδησης η οποία αναφέρεται στις εξελίξεις της ημέρας και στις αποφάσεις των αρμοδίων υπηρεσιών σύμφωνα με τις πληροφορίες που δόθηκαν στη δημοσιότητα από τις αρχές και τους εκπροσώπους των φορέων για το θέμα που απασχολεί το κοινό <box>796 1352 956 1413</box>
article-municipalities-union <box>317 0 511 146</box>
article-lawyers-pensions <box>317 864 511 1134</box>
article-body: ΓΕΝΕΥΗ, 28. — Η διάσκεψη των Ηνωμένων Εθνών για το δίκαιο της θάλασσας έληξε χωρίς συμφωνία. συνέχεια του κειμένου της είδησης η οποία αναφέρεται στις εξελίξεις της ημέρας και στις αποφάσεις των αρμοδίων υπηρεσιών σύμφωνα με τις πληροφορίες που δόθηκαν στη δημοσιότητα από τις αρχές και τους εκπροσώπους των φορέων για το θέμα που απασχολεί το κοινό συνέχεια του κειμένου της είδησης η οποία αναφέρεται στις εξελίξεις της ημέρας και στις αποφάσεις των αρμοδίων υπηρεσιών σύμφωνα με τις πληροφορίες που δόθηκαν στη δημοσιότητα από τις αρχές και τους εκπροσώπους των φορέων για το θέμα που απασχολεί το κοινό συνέχεια του κειμένου της είδησης η οποία αναφέρεται στις εξελίξεις της ημέρας και στις αποφάσεις των αρμοδίων υπηρεσιών σύμφωνα με τις πληροφορίες που δόθηκαν στη δημοσιότητα από τις αρχές και τους εκπροσώπους των φορέων για το θέμα που απασχολεί το κοινό συνέχεια του κειμένου της είδησης η οποία αναφέρεται στις εξελίξεις της ημέρας και στις αποφάσεις των αρμοδίων υπηρεσιών σύμφωνα με τις πληροφορίες που δόθηκαν στη δημοσιότητα από τις αρχές και τους εκπροσώπους των φορέων για το θέμα που απασχολεί το κοινό <box>966 312 1232 433</box>
article-body: ΑΘΗΝΑ, 28. — Υπογράφηκε χθες πρωτόκολλο συνεργασίας μεταξύ Ελλάδος και Ουγγαρίας στον τομέα του τουρισμού. συνέχεια του κειμένου της είδησης η οποία αναφέρεται στις εξελίξεις της ημέρας και στις αποφάσεις των αρμοδίων υπηρεσιών σύμφωνα με τις πληροφορίες που δόθηκαν στη δημοσιότητα από τις αρχές και τους εκπροσώπους των φορέων για το θέμα που απασχολεί το κοινό συνέχεια του κειμένου της είδησης η οποία αναφέρεται στις εξελίξεις της ημέρας και στις αποφάσεις των αρμοδίων υπηρεσιών σύμφωνα με τις πληροφορίες που δόθηκαν στη δημοσιότητα από τις αρχές και τους εκπροσώπους των φορέων για το θέμα που απασχολεί το κοινό συνέχεια του κειμένου της είδησης η οποία αναφέρεται στις εξελίξεις της ημέρας και στις αποφάσεις των αρμοδίων υπηρεσιών σύμφωνα με τις πληροφορίες που δόθηκαν στη δημοσιότητα από τις αρχές και τους εκπροσώπους των φορέων για το θέμα που απασχολεί το κοινό συνέχεια του κειμένου της είδησης η οποία αναφέρεται στις εξελίξεις της ημέρας και στις αποφάσεις των αρμοδίων υπηρεσιών σύμφωνα με τις πληροφορίες που δόθηκαν στη δημοσιότητα από τις αρχές και τους εκπροσώπους των φορέων για το θέμα που απασχολεί το κοινό συνέχεια του κειμένου της είδησης η οποία αναφέρεται στις εξελίξεις της ημέρας και στις αποφάσεις των αρμοδίων υπηρεσιών σύμφωνα με τις πληροφορίες που δόθηκαν στη δημοσιότητα από τις αρχές και τους εκπροσώπους των φορέων για το θέμα που απασχολεί το κοινό συνέχεια του κειμένου της είδησης η οποία αναφέρεται στις εξελίξεις της ημέρας και στις αποφάσεις των αρμοδίων υπηρεσιών σύμφωνα με τις πληροφορίες που δόθηκαν στη δημοσιότητα από τις αρχές και τους εκπροσώπους των φορέων για το θέμα που απασχολεί το κοινό <box>25 1210 311 1383</box>
article-body: ΑΘΗΝΑ, 28. — Μεταξύ του ταμείου και των φαρμακοποιών υπογράφηκε σύμβαση. συνέχεια του κειμένου της είδησης η οποία αναφέρεται στις εξελίξεις της ημέρας και στις αποφάσεις των αρμοδίων υπηρεσιών σύμφωνα με τις πληροφορίες που δόθηκαν στη δημοσιότητα από τις αρχές και τους εκπροσώπους των φορέων για το θέμα που απασχολεί το κοινό <box>796 1030 956 1092</box>
article-stamp-duty <box>317 339 511 477</box>
article-body: ΑΘΗΝΑ, 28. — Την Τρίτη θα τελεστεί μνημόσυνο στο Α' Νεκροταφείο. <box>796 1269 956 1286</box>
section-heading: ΔΗΛΩΣΕΙΣ ΤΟΥ ΠΕΣΜΑΖΟΓΛΟΥ <box>540 673 599 691</box>
article-geneva-oceans <box>963 261 1235 461</box>
article-hungary-tourism <box>22 1181 314 1419</box>
article-headline: ΦΙΛΑΝΘΡΩΠΟΙ ΕΝΙΣΧΥΟΥΝ ΜΕ ΤΙΣ ΕΙΣΦΟΡΕΣ ΤΟΥΣ ΚΡΑΤΟΥΜΕΝΟΥΣ ΣΤΗ ΦΥΛΑΚΗ ΤΟΥ ΕΠΤΑΠΥΡΓΙΟΥ <box>976 1444 1222 1467</box>
article-headline: ΠΕΛΑΣΑΝ ΟΙ ΣΥΝΟΜΙΛΙΕΣ ΚΑΙ ΥΠΟΓΡΑΦΗΚΕ ΠΡΩΤΟΚΟΛΛΟ ΓΙΑ ΕΛΛΗΝΟΟΥΓΓΡΙΚΗ ΣΥΝΕΡΓΑΣΙΑ ΣΤΟΝ ΤΟΥΡΙΣΜΟ <box>25 1185 311 1208</box>
article-subheadline: ΤΑ ΜΑΤΙΟ ΤΑ ΠΕΡΙΟΡΙΣΤΙΚΑ ΜΕΤΡΑ ΓΙΑ ΤΑ ΑΥΤΟΚΙΝΗΤΑ <box>993 46 1205 55</box>
article-military-applications <box>793 867 959 992</box>
article-headline: ΓΙΟΡΤΑΖΟΝΤΑΙ ΣΗΜΕΡΑ ΣΤΗ ΝΑΟΥΣΑ ΟΙ ΕΚΔΗΛΩΣΕΙΣ ΓΙΑ ΤΗΝ 157Η ΕΠΕΤΕΙΟ ΤΟΥ ΟΛΟΚΑΥΤΩΜΑΤΟΣ ΤΟ 1822 <box>29 507 306 529</box>
section-heading: Η ΑΥΤΟΔΙΟΙΚΗΣΗ <box>759 715 825 724</box>
article-headline: ΝΟΜΟΣΧΕΔΙΟ ΓΙΑ ΤΗΝ ΠΡΟΣΤΑΣΙΑ ΤΟΥ ΔΑΣΙΚΟΥ ΠΛΟΥΤΟΥ ΕΙΣΗΧΘΗ ΣΤΗΝ ΤΕΛΙΚΗ ΦΑΣΗ ΤΗΣ ΚΑΤΑΡΤΙΣΕΩΣ ΤΟΥ <box>26 928 310 950</box>
edge-fragment: ΓΣΗ <box>1 436 12 453</box>
article-body: ΑΘΗΝΑ, 28. — Από την κλαδική οργάνωση μηχανικών διαμαρτύρονται για τη μελέτη του σταδίου. συνέχεια του κειμένου της είδησης η οποία αναφέρεται στις εξελίξεις της ημέρας και στις αποφάσεις των αρμοδίων υπηρεσιών σύμφωνα με τις πληροφορίες που δόθηκαν στη δημοσιότητα από τις αρχές και τους εκπροσώπους των φορέων για το θέμα που απασχολεί το κοινό συνέχεια του κειμένου της είδησης η οποία αναφέρεται στις εξελίξεις της ημέρας και στις αποφάσεις των αρμοδίων υπηρεσιών σύμφωνα με τις πληροφορίες που δόθηκαν στη δημοσιότητα από τις αρχές και τους εκπροσώπους των φορέων για το θέμα που απασχολεί το κοινό συνέχεια του κειμένου της είδησης η οποία αναφέρεται στις εξελίξεις της ημέρας και στις αποφάσεις των αρμοδίων υπηρεσιών σύμφωνα με τις πληροφορίες που δόθηκαν στη δημοσιότητα από τις αρχές και τους εκπροσώπους των φορέων για το θέμα που απασχολεί το κοινό συνέχεια του κειμένου της είδησης η οποία αναφέρεται στις εξελίξεις της ημέρας και στις αποφάσεις των αρμοδίων υπηρεσιών σύμφωνα με τις πληροφορίες που δόθηκαν στη δημοσιότητα από τις αρχές και τους εκπροσώπους των φορέων για το θέμα που απασχολεί το κοινό <box>966 1699 1232 1819</box>
article-body: ΝΑΟΥΣΑ, 28. — Στο ιστορικό μνημείο του ολοκαυτώματος θα πραγματοποιηθεί σήμερα επίσημη δοξολογία και κατάθεση στεφάνων. συνέχεια του κειμένου της είδησης η οποία αναφέρεται στις εξελίξεις της ημέρας και στις αποφάσεις των αρμοδίων υπηρεσιών σύμφωνα με τις πληροφορίες που δόθηκαν στη δημοσιότητα από τις αρχές και τους εκπροσώπους των φορέων για το θέμα που απασχολεί το κοινό συνέχεια του κειμένου της είδησης η οποία αναφέρεται στις εξελίξεις της ημέρας και στις αποφάσεις των αρμοδίων υπηρεσιών σύμφωνα με τις πληροφορίες που δόθηκαν στη δημοσιότητα από τις αρχές και τους εκπροσώπους των φορέων για το θέμα που απασχολεί το κοινό συνέχεια του κειμένου της είδησης η οποία αναφέρεται στις εξελίξεις της ημέρας και στις αποφάσεις των αρμοδίων υπηρεσιών σύμφωνα με τις πληροφορίες που δόθηκαν στη δημοσιότητα από τις αρχές και τους εκπροσώπους των φορέων για το θέμα που απασχολεί το κοινό συνέχεια του κειμένου της είδησης η οποία αναφέρεται στις εξελίξεις της ημέρας και στις αποφάσεις των αρμοδίων υπηρεσιών σύμφωνα με τις πληροφορίες που δόθηκαν στη δημοσιότητα από τις αρχές και τους εκπροσώπους των φορέων για το θέμα που απασχολεί το κοινό <box>25 531 311 652</box>
article-headline: ΤΑ ΛΙΒΑΝΙΚΑ ΣΤΡΑΤΕΥΜΑΤΑ ΥΠΟΣΤΗΡΙΖΕΙ Ο ΧΑΝΤΑΝΤ ΕΠΙΤΡΕΠΟΥΝ ΣΤΟΥΣ ΠΑΛΑΙΣΤΙΝΙΟΥΣ ΤΡΟΜΟΚΡΑΤΕΣ ΝΑ ΚΙΝΟΥΝΤΑΙ ΕΛΕΥΘΕΡΑ ΠΕΡΑ ΑΠΟ ΤΙΣ ΓΡΑΜΜΕΣ ΤΟΥΣ <box>968 465 1229 508</box>
column-2 <box>317 0 511 1654</box>
main-headline: ΕΠΕΡΩΤΗΣΗ ΣΤΗ ΒΟΥΛΗ ΓΙΑ ΤΗΝ ΕΠΙΘΕΣΗ ΕΝΑΝΤΙΟΝ ΤΩΝ ΚΑΠΝΟΠΑΡΑΓΩΓΩΝ ΚΑΤΑΤΕΘΗΚΕ ΑΠΟ ΒΟΥΛΕΥΤΕΣ ΤΟΥ ΠΑΣΟΚ <box>528 2 945 104</box>
article-headline: ΤΡΕΙΣ ΥΠΟΤΡΟΦΙΕΣ ΓΙΑ ΤΗΝ ΚΥΠΡΟ <box>808 1136 944 1158</box>
continuation-label: ΣΥΝΕΧΕΙΑ ΑΠ' ΤΗΝ 1Η ΣΕΛΙΔΑ <box>517 148 620 156</box>
main-subheadline: Ο κ. ΠΕΣΜΑΖΟΓΛΟΥ ΧΑΡΑΚΤΗΡΙΖΕΙ ΑΘΕΜΕΛΙΩΤΕΣ ΤΙΣ ΘΕΣΕΙΣ ΠΟΥ ΥΠΟΣΤΗΡΙΖΕΙ Η ΚΥΒΕΡΝΗΣΗ <box>521 105 952 142</box>
article-body: της ΕΟΚ. Αυτή η θέση θα πρέπει να εξεταστεί προσεκτικά από την κυβέρνηση. συνέχεια του κειμένου της είδησης η οποία αναφέρεται στις εξελίξεις της ημέρας και στις αποφάσεις των αρμοδίων υπηρεσιών σύμφωνα με τις πληροφορίες που δόθηκαν στη δημοσιότητα από τις αρχές και τους εκπροσώπους των φορέων για το θέμα που απασχολεί το κοινό συνέχεια του κειμένου της είδησης η οποία αναφέρεται στις εξελίξεις της ημέρας και στις αποφάσεις των αρμοδίων υπηρεσιών σύμφωνα με τις πληροφορίες που δόθηκαν στη δημοσιότητα από τις αρχές και τους εκπροσώπους των φορέων για το θέμα που απασχολεί το κοινό συνέχεια του κειμένου της είδησης η οποία αναφέρεται στις εξελίξεις της ημέρας και στις αποφάσεις των αρμοδίων υπηρεσιών σύμφωνα με τις πληροφορίες που δόθηκαν στη δημοσιότητα από τις αρχές και τους εκπροσώπους των φορέων για το θέμα που απασχολεί το κοινό ΤΑ ΕΘΝΙΚΑ ΘΕΜΑΤΑ συνέχεια του κειμένου της είδησης η οποία αναφέρεται στις εξελίξεις της ημέρας και στις αποφάσεις των αρμοδίων υπηρεσιών σύμφωνα με τις πληροφορίες που δόθηκαν στη δημοσιότητα από τις αρχές και τους εκπροσώπους των φορέων για το θέμα που απασχολεί το κοινό συνέχεια του κειμένου της είδησης η οποία αναφέρεται στις εξελίξεις της ημέρας και στις αποφάσεις των αρμοδίων υπηρεσιών σύμφωνα με τις πληροφορίες που δόθηκαν στη δημοσιότητα από τις αρχές και τους εκπροσώπους των φορέων για το θέμα που απασχολεί το κοινό συνέχεια του κειμένου της είδησης η οποία αναφέρεται στις εξελίξεις της ημέρας και στις αποφάσεις των αρμοδίων υπηρεσιών σύμφωνα με τις πληροφορίες που δόθηκαν στη δημοσιότητα από τις αρχές και τους εκπροσώπους των φορέων για το θέμα που απασχολεί το κοινό συνέχεια του κειμένου της είδησης η οποία αναφέρεται στις εξελίξεις της ημέρας και στις αποφάσεις των αρμοδίων υπηρεσιών σύμφωνα με τις πληροφορίες που δόθηκαν στη δημοσιότητα από τις αρχές και τους εκπροσώπους των φορέων για το θέμα που απασχολεί το κοινό συνέχεια του κειμένου της είδησης η οποία αναφέρεται στις εξελίξεις της ημέρας και στις αποφάσεις των αρμοδίων υπηρεσιών σύμφωνα με τις πληροφορίες που δόθηκαν στη δημοσιότητα από τις αρχές και τους εκπροσώπους των φορέων για το θέμα που απασχολεί το κοινό <box>517 1297 789 1529</box>
middle-stories-row <box>514 867 959 1563</box>
section-heading: ΚΑΙ ΑΛΛΗ ΕΡΩΤΗΣΗ <box>642 482 719 491</box>
article-democratic-women <box>317 1491 511 1654</box>
article-body: ΑΘΗΝΑ, 28. — Επιτράπηκε η εισαγωγή νωπού γάλακτος χωρίς την καταβολή δασμών. συνέχεια του κειμένου της είδησης η οποία αναφέρεται στις εξελίξεις της ημέρας και στις αποφάσεις των αρμοδίων υπηρεσιών σύμφωνα με τις πληροφορίες που δόθηκαν στη δημοσιότητα από τις αρχές και τους εκπροσώπους των φορέων για το θέμα που απασχολεί το κοινό συνέχεια του κειμένου της είδησης η οποία αναφέρεται στις εξελίξεις της ημέρας και στις αποφάσεις των αρμοδίων υπηρεσιών σύμφωνα με τις πληροφορίες που δόθηκαν στη δημοσιότητα από τις αρχές και τους εκπροσώπους των φορέων για το θέμα που απασχολεί το κοινό συνέχεια του κειμένου της είδησης η οποία αναφέρεται στις εξελίξεις της ημέρας και στις αποφάσεις των αρμοδίων υπηρεσιών σύμφωνα με τις πληροφορίες που δόθηκαν στη δημοσιότητα από τις αρχές και τους εκπροσώπους των φορέων για το θέμα που απασχολεί το κοινό <box>320 506 508 627</box>
article-headline: ΤΗΝ ΤΡΙΤΗ ΤΟ ΜΝΗΜΟΣΥΝΟ ΤΟΥ ΑΛ. ΠΑΠΑΝΑΣΤΑΣΙΟΥ <box>797 1245 955 1267</box>
article-headline: ΕΝΤΥΠΩΣΙΑΚΗ ΘΑ ΕΙΝΑΙ Η ΥΠΟΔΟΧΗ ΤΟΥ Κ. ΖΙΒΚΩΦ ΚΑΤΑ ΤΗ ΣΗΜΕΡΙΝΗ ΑΦΙΞΗ ΤΟΥ ΣΤΗΝ ΚΕΡΚΥΡΑ <box>26 1423 310 1445</box>
column-4 <box>963 0 1235 1833</box>
article-heirs-search <box>793 1334 959 1459</box>
article-body: Η Ιερά Μητρόπολη Θεσσαλονίκης ευχαριστεί τους φιλάνθρωπους για τις εισφορές τους. συνέχεια του κειμένου της είδησης η οποία αναφέρεται στις εξελίξεις της ημέρας και στις αποφάσεις των αρμοδίων υπηρεσιών σύμφωνα με τις πληροφορίες που δόθηκαν στη δημοσιότητα από τις αρχές και τους εκπροσώπους των φορέων για το θέμα που απασχολεί το κοινό συνέχεια του κειμένου της είδησης η οποία αναφέρεται στις εξελίξεις της ημέρας και στις αποφάσεις των αρμοδίων υπηρεσιών σύμφωνα με τις πληροφορίες που δόθηκαν στη δημοσιότητα από τις αρχές και τους εκπροσώπους των φορέων για το θέμα που απασχολεί το κοινό συνέχεια του κειμένου της είδησης η οποία αναφέρεται στις εξελίξεις της ημέρας και στις αποφάσεις των αρμοδίων υπηρεσιών σύμφωνα με τις πληροφορίες που δόθηκαν στη δημοσιότητα από τις αρχές και τους εκπροσώπους των φορέων για το θέμα που απασχολεί το κοινό συνέχεια του κειμένου της είδησης η οποία αναφέρεται στις εξελίξεις της ημέρας και στις αποφάσεις των αρμοδίων υπηρεσιών σύμφωνα με τις πληροφορίες που δόθηκαν στη δημοσιότητα από τις αρχές και τους εκπροσώπους των φορέων για το θέμα που απασχολεί το κοινό συνέχεια του κειμένου της είδησης η οποία αναφέρεται στις εξελίξεις της ημέρας και στις αποφάσεις των αρμοδίων υπηρεσιών σύμφωνα με τις πληροφορίες που δόθηκαν στη δημοσιότητα από τις αρχές και τους εκπροσώπους των φορέων για το θέμα που απασχολεί το κοινό συνέχεια του κειμένου της είδησης η οποία αναφέρεται στις εξελίξεις της ημέρας και στις αποφάσεις των αρμοδίων υπηρεσιών σύμφωνα με τις πληροφορίες που δόθηκαν στη δημοσιότητα από τις αρχές και τους εκπροσώπους των φορέων για το θέμα που απασχολεί το κοινό <box>966 1469 1232 1642</box>
article-philanthropists <box>963 1440 1235 1670</box>
article-body: ΑΘΗΝΑ, 28. — Συνελήφθη επ' αυτοφώρω πορτοφολάς σε λεωφορείο της γραμμής. συνέχεια του κειμένου της είδησης η οποία αναφέρεται στις εξελίξεις της ημέρας και στις αποφάσεις των αρμοδίων υπηρεσιών σύμφωνα με τις πληροφορίες που δόθηκαν στη δημοσιότητα από τις αρχές και τους εκπροσώπους των φορέων για το θέμα που απασχολεί το κοινό συνέχεια του κειμένου της είδησης η οποία αναφέρεται στις εξελίξεις της ημέρας και στις αποφάσεις των αρμοδίων υπηρεσιών σύμφωνα με τις πληροφορίες που δόθηκαν στη δημοσιότητα από τις αρχές και τους εκπροσώπους των φορέων για το θέμα που απασχολεί το κοινό συνέχεια του κειμένου της είδησης η οποία αναφέρεται στις εξελίξεις της ημέρας και στις αποφάσεις των αρμοδίων υπηρεσιών σύμφωνα με τις πληροφορίες που δόθηκαν στη δημοσιότητα από τις αρχές και τους εκπροσώπους των φορέων για το θέμα που απασχολεί το κοινό <box>320 1334 508 1454</box>
article-body: ΚΑΜΠΟΥΛ, 28. — Με τριήμερη παρέλαση γιορτάστηκε η πρώτη επέτειος. συνέχεια του κειμένου της είδησης η οποία αναφέρεται στις εξελίξεις της ημέρας και στις αποφάσεις των αρμοδίων υπηρεσιών σύμφωνα με τις πληροφορίες που δόθηκαν στη δημοσιότητα από τις αρχές και τους εκπροσώπους των φορέων για το θέμα που απασχολεί το κοινό συνέχεια του κειμένου της είδησης η οποία αναφέρεται στις εξελίξεις της ημέρας και στις αποφάσεις των αρμοδίων υπηρεσιών σύμφωνα με τις πληροφορίες που δόθηκαν στη δημοσιότητα από τις αρχές και τους εκπροσώπους των φορέων για το θέμα που απασχολεί το κοινό συνέχεια του κειμένου της είδησης η οποία αναφέρεται στις εξελίξεις της ημέρας και στις αποφάσεις των αρμοδίων υπηρεσιών σύμφωνα με τις πληροφορίες που δόθηκαν στη δημοσιότητα από τις αρχές και τους εκπροσώπους των φορέων για το θέμα που απασχολεί το κοινό συνέχεια του κειμένου της είδησης η οποία αναφέρεται στις εξελίξεις της ημέρας και στις αποφάσεις των αρμοδίων υπηρεσιών σύμφωνα με τις πληροφορίες που δόθηκαν στη δημοσιότητα από τις αρχές και τους εκπροσώπους των φορέων για το θέμα που απασχολεί το κοινό συνέχεια του κειμένου της είδησης η οποία αναφέρεται στις εξελίξεις της ημέρας και στις αποφάσεις των αρμοδίων υπηρεσιών σύμφωνα με τις πληροφορίες που δόθηκαν στη δημοσιότητα από τις αρχές και τους εκπροσώπους των φορέων για το θέμα που απασχολεί το κοινό συνέχεια του κειμένου της είδησης η οποία αναφέρεται στις εξελίξεις της ημέρας και στις αποφάσεις των αρμοδίων υπηρεσιών σύμφωνα με τις πληροφορίες που δόθηκαν στη δημοσιότητα από τις αρχές και τους εκπροσώπους των φορέων για το θέμα που απασχολεί το κοινό <box>966 1252 1232 1417</box>
article-body: ΣΕΡΡΕΣ, 28. — Η διεύθυνση γεωργίας του νομού εφαρμόζει πρόγραμμα δυναμικών καλλιεργειών. συνέχεια του κειμένου της είδησης η οποία αναφέρεται στις εξελίξεις της ημέρας και στις αποφάσεις των αρμοδίων υπηρεσιών σύμφωνα με τις πληροφορίες που δόθηκαν στη δημοσιότητα από τις αρχές και τους εκπροσώπους των φορέων για το θέμα που απασχολεί το κοινό συνέχεια του κειμένου της είδησης η οποία αναφέρεται στις εξελίξεις της ημέρας και στις αποφάσεις των αρμοδίων υπηρεσιών σύμφωνα με τις πληροφορίες που δόθηκαν στη δημοσιότητα από τις αρχές και τους εκπροσώπους των φορέων για το θέμα που απασχολεί το κοινό συνέχεια του κειμένου της είδησης η οποία αναφέρεται στις εξελίξεις της ημέρας και στις αποφάσεις των αρμοδίων υπηρεσιών σύμφωνα με τις πληροφορίες που δόθηκαν στη δημοσιότητα από τις αρχές και τους εκπροσώπους των φορέων για το θέμα που απασχολεί το κοινό συνέχεια του κειμένου της είδησης η οποία αναφέρεται στις εξελίξεις της ημέρας και στις αποφάσεις των αρμοδίων υπηρεσιών σύμφωνα με τις πληροφορίες που δόθηκαν στη δημοσιότητα από τις αρχές και τους εκπροσώπους των φορέων για το θέμα που απασχολεί το κοινό συνέχεια του κειμένου της είδησης η οποία αναφέρεται στις εξελίξεις της ημέρας και στις αποφάσεις των αρμοδίων υπηρεσιών σύμφωνα με τις πληροφορίες που δόθηκαν στη δημοσιότητα από τις αρχές και τους εκπροσώπους των φορέων για το θέμα που απασχολεί το κοινό συνέχεια του κειμένου της είδησης η οποία αναφέρεται στις εξελίξεις της ημέρας και στις αποφάσεις των αρμοδίων υπηρεσιών σύμφωνα με τις πληροφορίες που δόθηκαν στη δημοσιότητα από τις αρχές και τους εκπροσώπους των φορέων για το θέμα που απασχολεί το κοινό συνέχεια του κειμένου της είδησης η οποία αναφέρεται στις εξελίξεις της ημέρας και στις αποφάσεις των αρμοδίων υπηρεσιών σύμφωνα με τις πληροφορίες που δόθηκαν στη δημοσιότητα από τις αρχές και τους εκπροσώπους των φορέων για το θέμα που απασχολεί το κοινό συνέχεια του κειμένου της είδησης η οποία αναφέρεται στις εξελίξεις της ημέρας και στις αποφάσεις των αρμοδίων υπηρεσιών σύμφωνα με τις πληροφορίες που δόθηκαν στη δημοσιότητα από τις αρχές και τους εκπροσώπους των φορέων για το θέμα που απασχολεί το κοινό συνέχεια του κειμένου της είδησης η οποία αναφέρεται στις εξελίξεις της ημέρας και στις αποφάσεις των αρμοδίων υπηρεσιών σύμφωνα με τις πληροφορίες που δόθηκαν στη δημοσιότητα από τις αρχές και τους εκπροσώπους των φορέων για το θέμα που απασχολεί το κοινό συνέχεια του κειμένου της είδησης η οποία αναφέρεται στις εξελίξεις της ημέρας και στις αποφάσεις των αρμοδίων υπηρεσιών σύμφωνα με τις πληροφορίες που δόθηκαν στη δημοσιότητα από τις αρχές και τους εκπροσώπους των φορέων για το θέμα που απασχολεί το κοινό συνέχεια του κειμένου της είδησης η οποία αναφέρεται στις εξελίξεις της ημέρας και στις αποφάσεις των αρμοδίων υπηρεσιών σύμφωνα με τις πληροφορίες που δόθηκαν στη δημοσιότητα από τις αρχές και τους εκπροσώπους των φορέων για το θέμα που απασχολεί το κοινό συνέχεια του κειμένου της είδησης η οποία αναφέρεται στις εξελίξεις της ημέρας και στις αποφάσεις των αρμοδίων υπηρεσιών σύμφωνα με τις πληροφορίες που δόθηκαν στη δημοσιότητα από τις αρχές και τους εκπροσώπους των φορέων για το θέμα που απασχολεί το κοινό <box>517 917 789 1246</box>
article-naousa-anniversary <box>22 503 314 683</box>
article-headline: Η ΑΝΑΓΝΩΡΙΣΗ ΤΙΤΛΩΝ ΣΠΟΥΔΩΝ ΤΗΣ ΑΛΛΟΔΑΠΗΣ <box>321 150 507 173</box>
article-headline: ΟΙ ΒΕΒΑΙΩΣΕΙΣ ΓΙΑ ΤΑ ΤΕΛΗ ΧΑΡΤΟΣΗΜΟΥ <box>347 343 481 365</box>
article-potato-exports <box>22 683 314 924</box>
article-body: ΜΕΤΟΥΛΑ, 28. — Ο ταγματάρχης Σαάντ Χαντάντ δήλωσε ότι τα λιβανικά στρατεύματα επιτρέπουν... συνέχεια του κειμένου της είδησης η οποία αναφέρεται στις εξελίξεις της ημέρας και στις αποφάσεις των αρμοδίων υπηρεσιών σύμφωνα με τις πληροφορίες που δόθηκαν στη δημοσιότητα από τις αρχές και τους εκπροσώπους των φορέων για το θέμα που απασχολεί το κοινό συνέχεια του κειμένου της είδησης η οποία αναφέρεται στις εξελίξεις της ημέρας και στις αποφάσεις των αρμοδίων υπηρεσιών σύμφωνα με τις πληροφορίες που δόθηκαν στη δημοσιότητα από τις αρχές και τους εκπροσώπους των φορέων για το θέμα που απασχολεί το κοινό συνέχεια του κειμένου της είδησης η οποία αναφέρεται στις εξελίξεις της ημέρας και στις αποφάσεις των αρμοδίων υπηρεσιών σύμφωνα με τις πληροφορίες που δόθηκαν στη δημοσιότητα από τις αρχές και τους εκπροσώπους των φορέων για το θέμα που απασχολεί το κοινό συνέχεια του κειμένου της είδησης η οποία αναφέρεται στις εξελίξεις της ημέρας και στις αποφάσεις των αρμοδίων υπηρεσιών σύμφωνα με τις πληροφορίες που δόθηκαν στη δημοσιότητα από τις αρχές και τους εκπροσώπους των φορέων για το θέμα που απασχολεί το κοινό συνέχεια του κειμένου της είδησης η οποία αναφέρεται στις εξελίξεις της ημέρας και στις αποφάσεις των αρμοδίων υπηρεσιών σύμφωνα με τις πληροφορίες που δόθηκαν στη δημοσιότητα από τις αρχές και τους εκπροσώπους των φορέων για το θέμα που απασχολεί το κοινό συνέχεια του κειμένου της είδησης η οποία αναφέρεται στις εξελίξεις της ημέρας και στις αποφάσεις των αρμοδίων υπηρεσιών σύμφωνα με τις πληροφορίες που δόθηκαν στη δημοσιότητα από τις αρχές και τους εκπροσώπους των φορέων για το θέμα που απασχολεί το κοινό <box>966 511 1232 684</box>
article-headline: ΕΠΙΚΑΛΑΤΗΚΕ ΣΤΙΣ ΣΑΠΙΕΣ ΝΑ ΒΙΟΜΗΧΑΝΙΑ <box>340 1138 488 1160</box>
article-cyprus-scholarships <box>793 1132 959 1241</box>
article-swiss-espionage <box>963 981 1235 1214</box>
section-heading: ΤΑ ΕΘΝΙΚΑ ΘΕΜΑΤΑ <box>614 1345 692 1355</box>
ad-city: ΘΕΣ/ΝΙΚΗ <box>676 1624 728 1637</box>
article-headline: ΜΕΧΡΙ ΤΗΝ 31 ΜΑΪΟΥ ΑΙΤΗΣΕΙΣ ΓΙΑ ΚΑΤΑΞΗ ΚΑΙ ΑΛΛΩΝ ΣΤΡΑΤΙΩΤΙΚΩΝ <box>802 871 950 904</box>
article-body: Ο σύλλογος δημοκρατικών γυναικών Αμπελοκήπων οργανώνει εκδήλωση. συνέχεια του κειμένου της είδησης η οποία αναφέρεται στις εξελίξεις της ημέρας και στις αποφάσεις των αρμοδίων υπηρεσιών σύμφωνα με τις πληροφορίες που δόθηκαν στη δημοσιότητα από τις αρχές και τους εκπροσώπους των φορέων για το θέμα που απασχολεί το κοινό συνέχεια του κειμένου της είδησης η οποία αναφέρεται στις εξελίξεις της ημέρας και στις αποφάσεις των αρμοδίων υπηρεσιών σύμφωνα με τις πληροφορίες που δόθηκαν στη δημοσιότητα από τις αρχές και τους εκπροσώπους των φορέων για το θέμα που απασχολεί το κοινό <box>320 1520 508 1607</box>
article-body: ΑΘΗΝΑ, 28. — Δεν αποδέχεται το υπουργείο Εμπορίου τα αιτήματα του εμπορικού κόσμου για την τροποποίηση της αποφάσεως με την οποία έχουν καθοριστεί τα ανώτατα ποσοστά μικτού κέρδους. συνέχεια του κειμένου της είδησης η οποία αναφέρεται στις εξελίξεις της ημέρας και στις αποφάσεις των αρμοδίων υπηρεσιών σύμφωνα με τις πληροφορίες που δόθηκαν στη δημοσιότητα από τις αρχές και τους εκπροσώπους των φορέων για το θέμα που απασχολεί το κοινό συνέχεια του κειμένου της είδησης η οποία αναφέρεται στις εξελίξεις της ημέρας και στις αποφάσεις των αρμοδίων υπηρεσιών σύμφωνα με τις πληροφορίες που δόθηκαν στη δημοσιότητα από τις αρχές και τους εκπροσώπους των φορέων για το θέμα που απασχολεί το κοινό συνέχεια του κειμένου της είδησης η οποία αναφέρεται στις εξελίξεις της ημέρας και στις αποφάσεις των αρμοδίων υπηρεσιών σύμφωνα με τις πληροφορίες που δόθηκαν στη δημοσιότητα από τις αρχές και τους εκπροσώπους των φορέων για το θέμα που απασχολεί το κοινό συνέχεια του κειμένου της είδησης η οποία αναφέρεται στις εξελίξεις της ημέρας και στις αποφάσεις των αρμοδίων υπηρεσιών σύμφωνα με τις πληροφορίες που δόθηκαν στη δημοσιότητα από τις αρχές και τους εκπροσώπους των φορέων για το θέμα που απασχολεί το κοινό συνέχεια του κειμένου της είδησης η οποία αναφέρεται στις εξελίξεις της ημέρας και στις αποφάσεις των αρμοδίων υπηρεσιών σύμφωνα με τις πληροφορίες που δόθηκαν στη δημοσιότητα από τις αρχές και τους εκπροσώπους των φορέων για το θέμα που απασχολεί το κοινό συνέχεια του κειμένου της είδησης η οποία αναφέρεται στις εξελίξεις της ημέρας και στις αποφάσεις των αρμοδίων υπηρεσιών σύμφωνα με τις πληροφορίες που δόθηκαν στη δημοσιότητα από τις αρχές και τους εκπροσώπους των φορέων για το θέμα που απασχολεί το κοινό συνέχεια του κειμένου της είδησης η οποία αναφέρεται στις εξελίξεις της ημέρας και στις αποφάσεις των αρμοδίων υπηρεσιών σύμφωνα με τις πληροφορίες που δόθηκαν στη δημοσιότητα από τις αρχές και τους εκπροσώπους των φορέων για το θέμα που απασχολεί το κοινό συνέχεια του κειμένου της είδησης η οποία αναφέρεται στις εξελίξεις της ημέρας και στις αποφάσεις των αρμοδίων υπηρεσιών σύμφωνα με τις πληροφορίες που δόθηκαν στη δημοσιότητα από τις αρχές και τους εκπροσώπους των φορέων για το θέμα που απασχολεί το κοινό συνέχεια του κειμένου της είδησης η οποία αναφέρεται στις εξελίξεις της ημέρας και στις αποφάσεις των αρμοδίων υπηρεσιών σύμφωνα με τις πληροφορίες που δόθηκαν στη δημοσιότητα από τις αρχές και τους εκπροσώπους των φορέων για το θέμα που απασχολεί το κοινό <box>25 44 311 295</box>
article-headline: ΟΙ ΔΗΜΟΚΡΑΤΙΚΕΣ ΓΥΝΑΙΚΕΣ ΑΜΠΕΛΟΚΗΠΩΝ <box>343 1495 485 1518</box>
article-body: ΒΕΡΝΗ, 28. — Η ελβετική κυβέρνηση ζήτησε την ανάκληση Βούλγαρου διπλωμάτη. συνέχεια του κειμένου της είδησης η οποία αναφέρεται στις εξελίξεις της ημέρας και στις αποφάσεις των αρμοδίων υπηρεσιών σύμφωνα με τις πληροφορίες που δόθηκαν στη δημοσιότητα από τις αρχές και τους εκπροσώπους των φορέων για το θέμα που απασχολεί το κοινό συνέχεια του κειμένου της είδησης η οποία αναφέρεται στις εξελίξεις της ημέρας και στις αποφάσεις των αρμοδίων υπηρεσιών σύμφωνα με τις πληροφορίες που δόθηκαν στη δημοσιότητα από τις αρχές και τους εκπροσώπους των φορέων για το θέμα που απασχολεί το κοινό συνέχεια του κειμένου της είδησης η οποία αναφέρεται στις εξελίξεις της ημέρας και στις αποφάσεις των αρμοδίων υπηρεσιών σύμφωνα με τις πληροφορίες που δόθηκαν στη δημοσιότητα από τις αρχές και τους εκπροσώπους των φορέων για το θέμα που απασχολεί το κοινό συνέχεια του κειμένου της είδησης η οποία αναφέρεται στις εξελίξεις της ημέρας και στις αποφάσεις των αρμοδίων υπηρεσιών σύμφωνα με τις πληροφορίες που δόθηκαν στη δημοσιότητα από τις αρχές και τους εκπροσώπους των φορέων για το θέμα που απασχολεί το κοινό συνέχεια του κειμένου της είδησης η οποία αναφέρεται στις εξελίξεις της ημέρας και στις αποφάσεις των αρμοδίων υπηρεσιών σύμφωνα με τις πληροφορίες που δόθηκαν στη δημοσιότητα από τις αρχές και τους εκπροσώπους των φορέων για το θέμα που απασχολεί το κοινό συνέχεια του κειμένου της είδησης η οποία αναφέρεται στις εξελίξεις της ημέρας και στις αποφάσεις των αρμοδίων υπηρεσιών σύμφωνα με τις πληροφορίες που δόθηκαν στη δημοσιότητα από τις αρχές και τους εκπροσώπους των φορέων για το θέμα που απασχολεί το κοινό <box>966 1020 1232 1184</box>
article-commerce-ministry <box>22 0 314 335</box>
article-headline: ΠΟΡΤΟΦΟΛΑΣ ΠΙΑΣΤΗΚΕ ΕΠ' ΑΥΤΟΦΩΡΩ <box>344 1309 484 1331</box>
clipped-left-column <box>0 0 18 2574</box>
column-3 <box>514 0 959 1696</box>
